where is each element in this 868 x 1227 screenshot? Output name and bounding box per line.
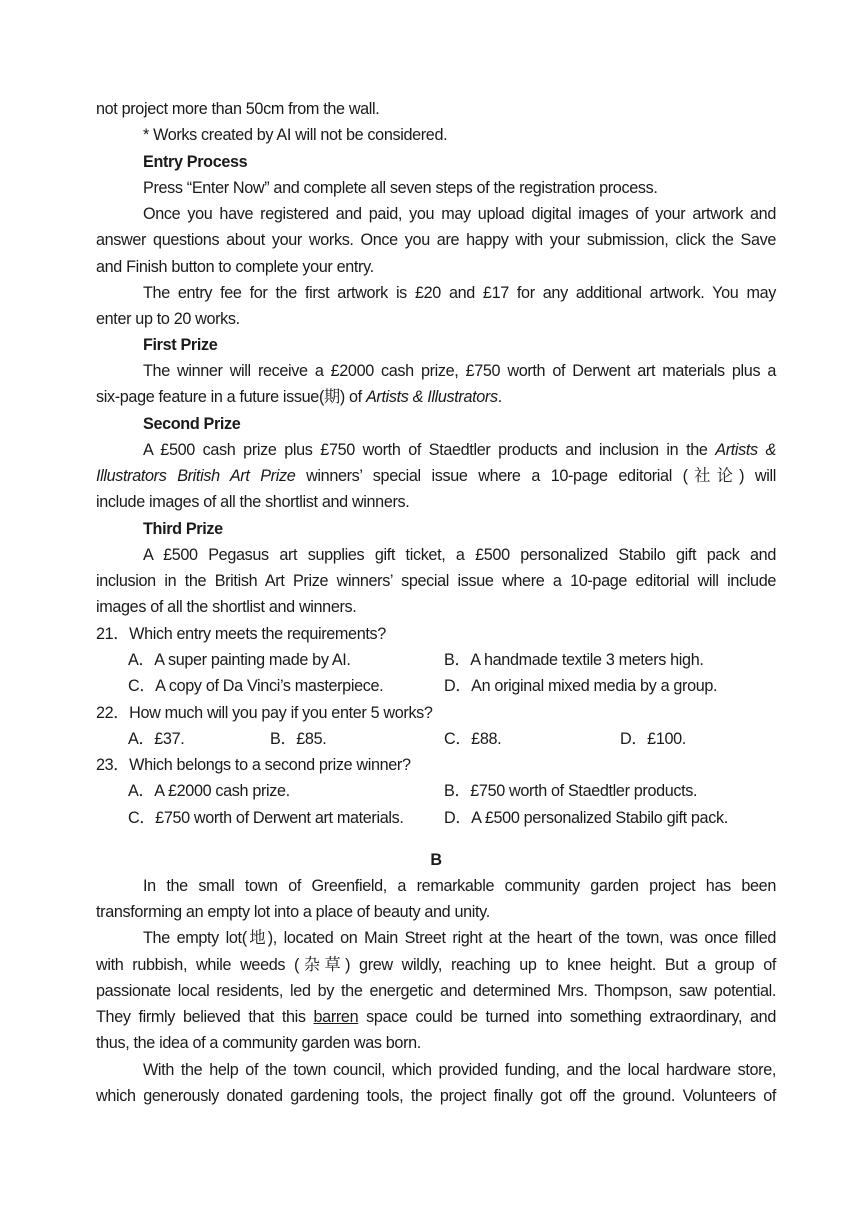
section-b-p1-line2: transforming an empty lot into a place of beauty and unity. (96, 903, 490, 921)
q22-option-c: C．£88. (444, 730, 502, 748)
first-prize-line2 (96, 384, 776, 410)
second-prize-line3: include images of all the shortlist and winners. (96, 493, 410, 511)
q23-option-b: B．£750 worth of Staedtler products. (444, 782, 698, 800)
third-prize-line1: A £500 Pegasus art supplies gift ticket, a £500 personalized Stabilo gift pack and (143, 546, 776, 564)
q21-option-a: A．A super painting made by AI. (128, 651, 351, 669)
q23-option-d: D．A £500 personalized Stabilo gift pack. (444, 809, 728, 827)
section-b-p2-line3: passionate local residents, led by the energetic and determined Mrs. Thompson, saw potential. (96, 982, 776, 1000)
second-prize-heading: Second Prize (143, 415, 241, 433)
question-22: 22．How much will you pay if you enter 5 works? (96, 704, 433, 722)
entry-process-p1: Press “Enter Now” and complete all seven steps of the registration process. (143, 179, 658, 197)
section-b-p3-line2: which generously donated gardening tools, the project finally got off the ground. Volunteers of (96, 1087, 776, 1105)
section-b-p2-line4 (96, 1004, 776, 1030)
second-prize-line2-text: winners’ special issue where a 10-page editorial (社论) will (295, 467, 776, 485)
entry-process-heading: Entry Process (143, 153, 248, 171)
underlined-word: barren (313, 1008, 359, 1026)
first-prize-line1: The winner will receive a £2000 cash prize, £750 worth of Derwent art materials plus a (143, 362, 776, 380)
q22-option-b: B．£85. (270, 730, 327, 748)
magazine-title: Artists & (715, 441, 776, 459)
question-23: 23．Which belongs to a second prize winner? (96, 756, 411, 774)
intro-tail: not project more than 50cm from the wall. (96, 100, 380, 118)
ai-note: * Works created by AI will not be considered. (143, 126, 448, 144)
third-prize-line2: inclusion in the British Art Prize winners’ special issue where a 10-page editorial will include (96, 572, 776, 590)
section-b-p2-line4-end: space could be turned into something extraordinary, and (358, 1008, 776, 1026)
first-prize-line2-text: six-page feature in a future issue(期) of (96, 388, 366, 406)
section-b-p2-line5: thus, the idea of a community garden was born. (96, 1034, 421, 1052)
prize-title: Illustrators British Art Prize (96, 467, 296, 485)
entry-process-p2-line3: and Finish button to complete your entry. (96, 258, 374, 276)
first-prize-heading: First Prize (143, 336, 218, 354)
second-prize-line2 (96, 463, 776, 489)
q22-option-d: D．£100. (620, 730, 686, 748)
q21-option-d: D．An original mixed media by a group. (444, 677, 718, 695)
section-b-label: B (430, 851, 442, 869)
entry-process-p3-line1: The entry fee for the first artwork is £20 and £17 for any additional artwork. You may (143, 284, 776, 302)
q21-option-b: B．A handmade textile 3 meters high. (444, 651, 704, 669)
q22-option-a: A．£37. (128, 730, 185, 748)
q23-option-c: C．£750 worth of Derwent art materials. (128, 809, 404, 827)
third-prize-line3: images of all the shortlist and winners. (96, 598, 357, 616)
first-prize-line2-end: . (497, 388, 502, 406)
question-21: 21．Which entry meets the requirements? (96, 625, 386, 643)
q23-option-a: A．A £2000 cash prize. (128, 782, 290, 800)
second-prize-line1-text: A £500 cash prize plus £750 worth of Staedtler products and inclusion in the (143, 441, 716, 459)
entry-process-p2-line1: Once you have registered and paid, you may upload digital images of your artwork and (143, 205, 776, 223)
section-b-p1-line1: In the small town of Greenfield, a remarkable community garden project has been (143, 877, 776, 895)
entry-process-p2-line2: answer questions about your works. Once you are happy with your submission, click the Save (96, 231, 776, 249)
magazine-title: Artists & Illustrators (365, 388, 498, 406)
section-b-p2-line1: The empty lot(地), located on Main Street right at the heart of the town, was once filled (143, 929, 776, 947)
second-prize-line1 (143, 437, 776, 463)
section-b-p3-line1: With the help of the town council, which provided funding, and the local hardware store, (143, 1061, 776, 1079)
third-prize-heading: Third Prize (143, 520, 223, 538)
q21-option-c: C．A copy of Da Vinci’s masterpiece. (128, 677, 384, 695)
entry-process-p3-line2: enter up to 20 works. (96, 310, 240, 328)
section-b-p2-line2: with rubbish, while weeds (杂草) grew wildly, reaching up to knee height. But a group of (96, 956, 776, 974)
section-b-p2-line4-text: They firmly believed that this (96, 1008, 314, 1026)
